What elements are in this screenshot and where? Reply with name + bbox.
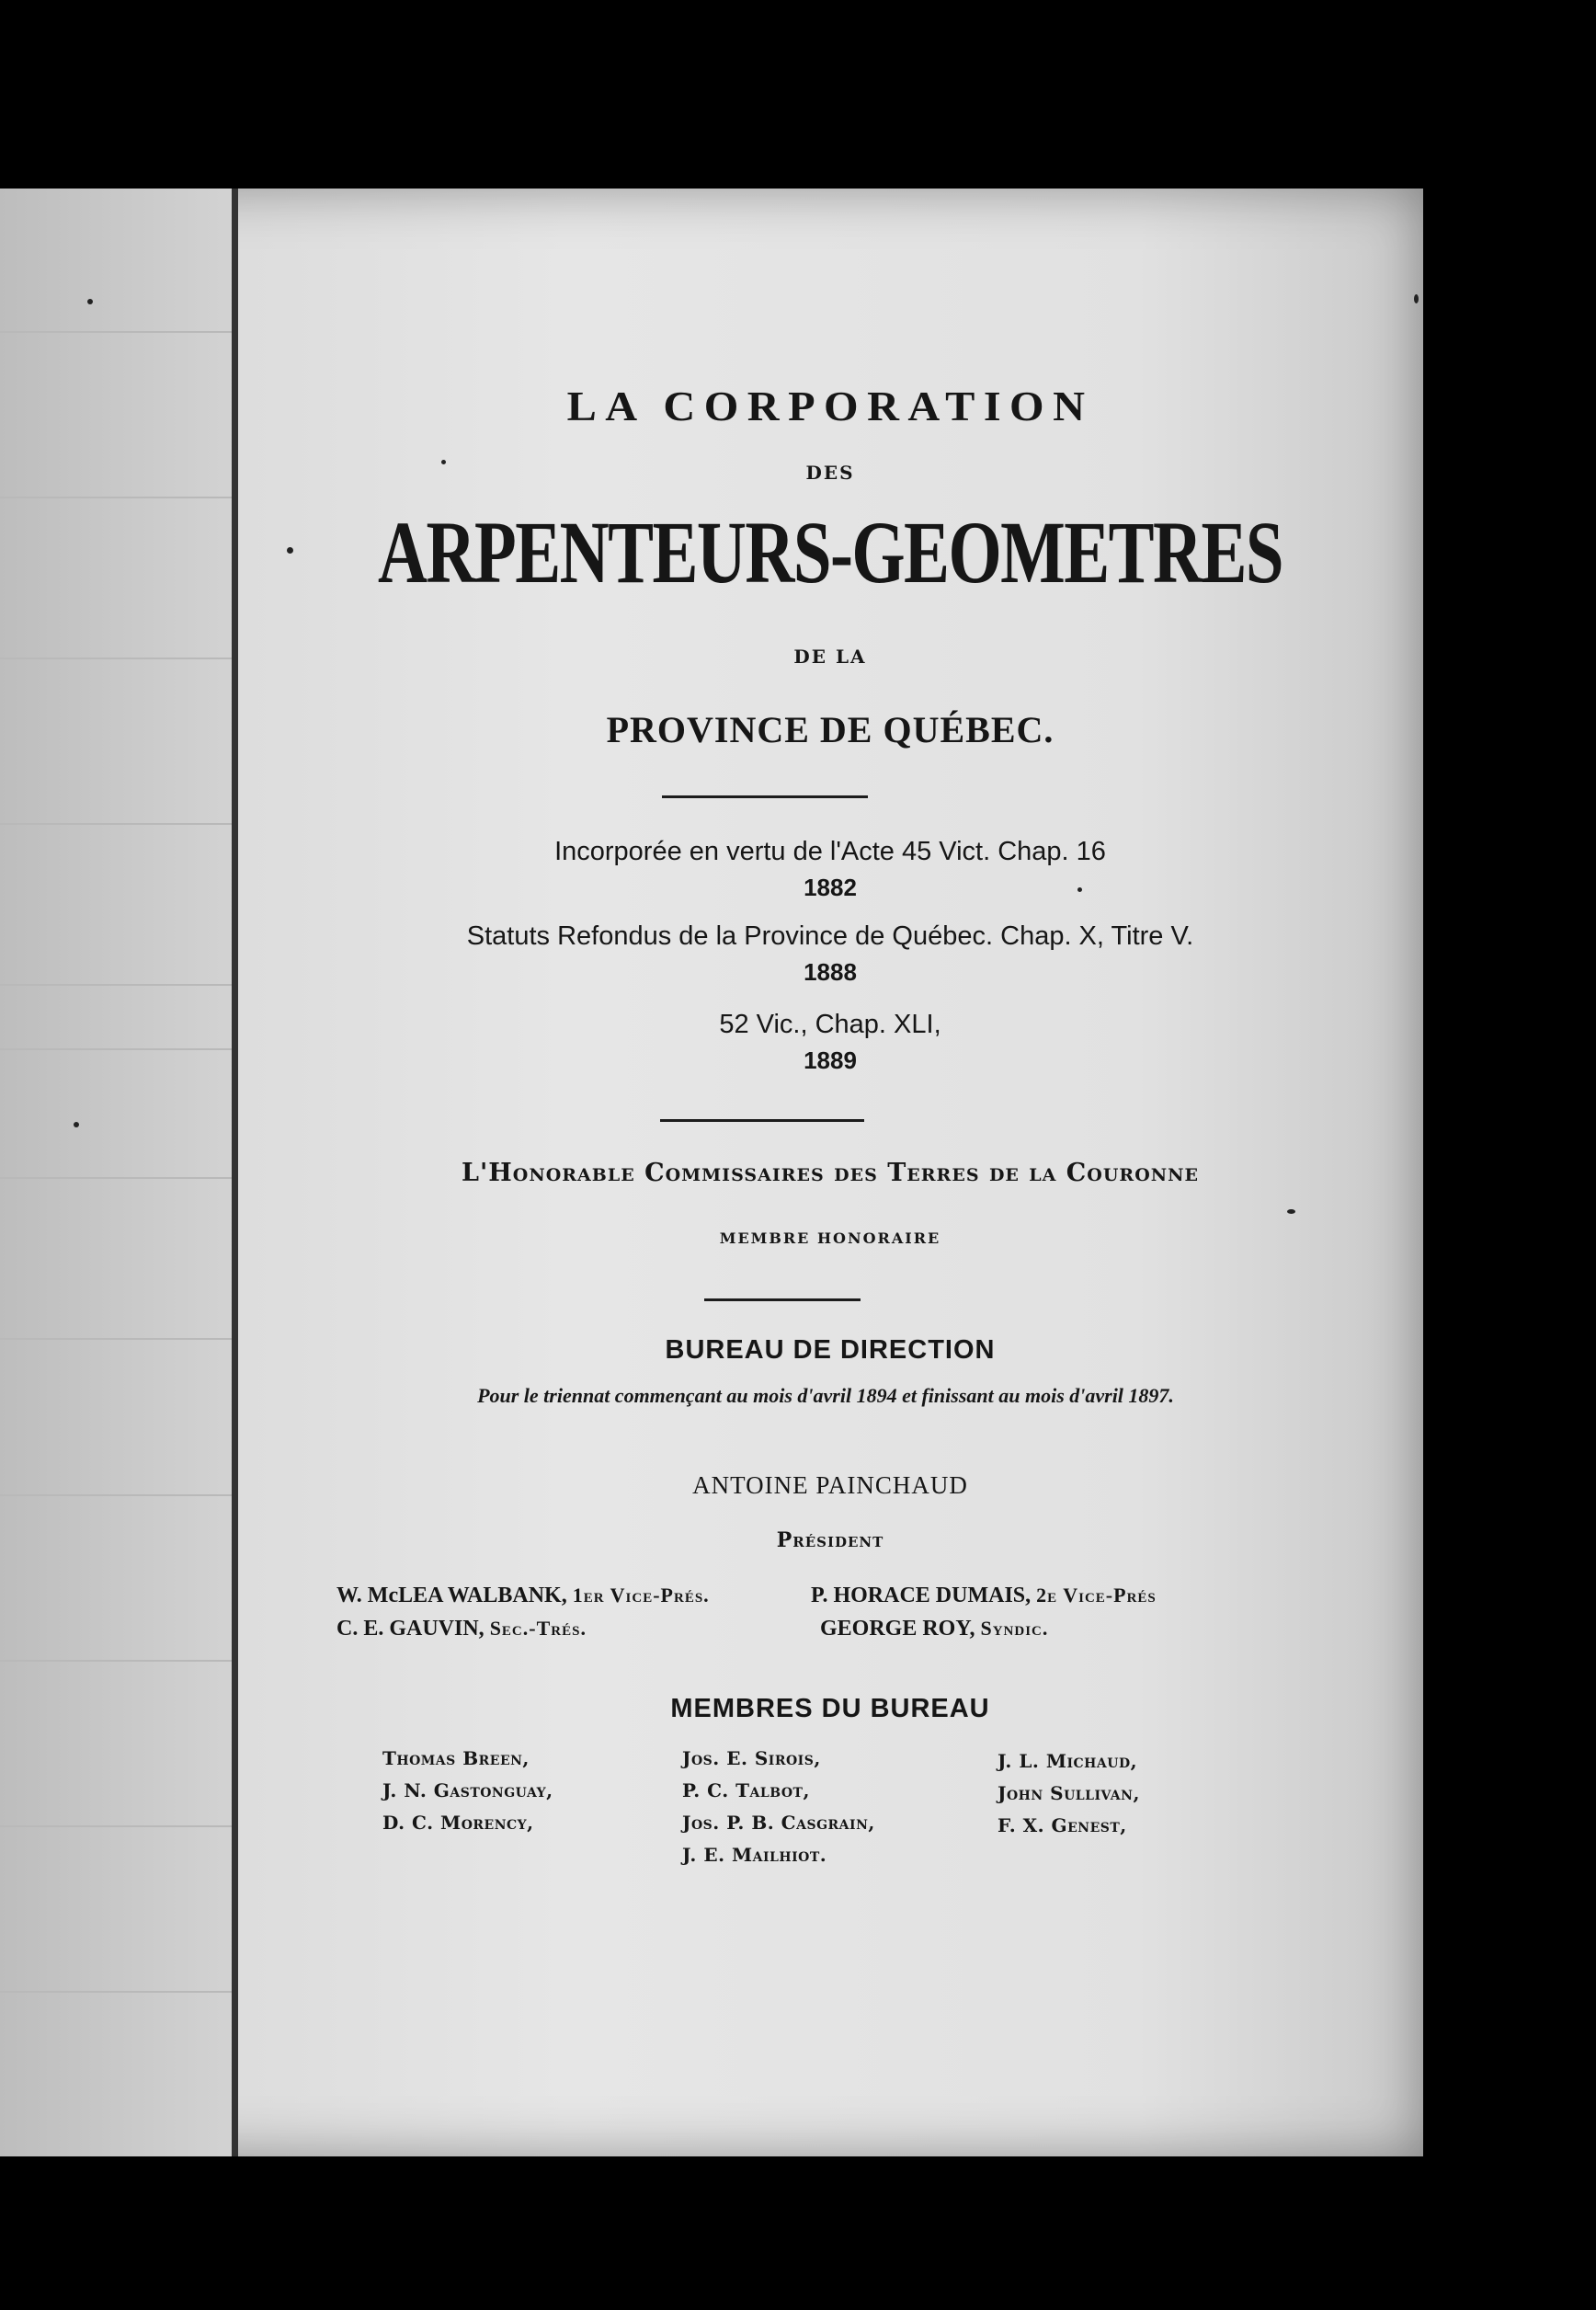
president-name: ANTOINE PAINCHAUD — [692, 1471, 968, 1499]
officer-first-vice-president — [336, 1584, 710, 1608]
ruling-line — [0, 1048, 234, 1050]
member-name: Jos. E. Sirois, — [682, 1747, 821, 1769]
ruling-line — [0, 497, 234, 498]
incorporation-line-1: Incorporée en vertu de l'Acte 45 Vict. Chap. 16 — [554, 837, 1106, 866]
incorporation-year-3: 1889 — [804, 1046, 857, 1074]
incorporation-year-1: 1882 — [804, 874, 857, 901]
divider-rule — [660, 1119, 864, 1122]
ink-speck — [441, 460, 446, 464]
member-name: D. C. Morency, — [382, 1812, 534, 1834]
main-title: ARPENTEURS-GEOMETRES — [378, 503, 1282, 601]
member-name: Thomas Breen, — [382, 1747, 530, 1769]
bureau-heading: BUREAU DE DIRECTION — [665, 1335, 996, 1365]
members-heading: MEMBRES DU BUREAU — [670, 1694, 990, 1723]
officer-role: 2e Vice-Prés — [1036, 1584, 1157, 1607]
member-name: P. C. Talbot, — [682, 1779, 810, 1801]
officer-second-vice-president — [811, 1584, 1157, 1608]
member-name: F. X. Genest, — [998, 1814, 1127, 1836]
ruling-line — [0, 1825, 234, 1827]
officer-name: C. E. GAUVIN, — [336, 1617, 484, 1641]
ink-speck — [74, 1122, 79, 1127]
honorary-line: L'Honorable Commissaires des Terres de la Couronne — [462, 1159, 1199, 1187]
ruling-line — [0, 1177, 234, 1179]
ruling-line — [0, 1494, 234, 1496]
honorary-role: MEMBRE HONORAIRE — [719, 1229, 941, 1247]
title-page-content — [237, 189, 1423, 2156]
officer-role: Syndic. — [980, 1617, 1049, 1640]
incorporation-line-2: Statuts Refondus de la Province de Québec. Chap. X, Titre V. — [466, 921, 1194, 951]
ruling-line — [0, 984, 234, 986]
ruling-line — [0, 823, 234, 825]
document-page — [0, 189, 1423, 2156]
president-title: Président — [776, 1528, 884, 1552]
ink-speck — [1414, 294, 1419, 303]
ruling-line — [0, 331, 234, 333]
incorporation-year-2: 1888 — [804, 958, 857, 986]
ruling-line — [0, 658, 234, 659]
ink-speck — [287, 547, 293, 554]
ink-speck — [1077, 887, 1082, 892]
officer-secretary-treasurer — [336, 1617, 587, 1641]
ink-speck — [1287, 1209, 1295, 1214]
member-name: Jos. P. B. Casgrain, — [682, 1812, 875, 1834]
left-page-strip — [0, 189, 234, 2156]
divider-rule — [662, 795, 868, 798]
des-label: DES — [805, 462, 855, 484]
province-heading: PROVINCE DE QUÉBEC. — [606, 709, 1054, 750]
member-name: J. L. Michaud, — [998, 1750, 1138, 1772]
officer-name: W. McLEA WALBANK, — [336, 1584, 567, 1607]
term-note: Pour le triennat commençant au mois d'avril 1894 et finissant au mois d'avril 1897. — [477, 1384, 1174, 1407]
officer-role: 1er Vice-Prés. — [572, 1584, 710, 1607]
ruling-line — [0, 1991, 234, 1993]
officer-syndic — [820, 1617, 1048, 1641]
member-name: J. E. Mailhiot. — [682, 1844, 827, 1866]
officer-name: GEORGE ROY, — [820, 1617, 975, 1641]
officer-name: P. HORACE DUMAIS, — [811, 1584, 1032, 1607]
ruling-line — [0, 1338, 234, 1340]
officer-role: Sec.-Trés. — [489, 1617, 587, 1640]
de-la-label: DE LA — [793, 646, 867, 668]
member-name: J. N. Gastonguay, — [382, 1779, 553, 1801]
corporation-heading: LA CORPORATION — [566, 383, 1094, 429]
ink-speck — [87, 299, 93, 304]
member-name: John Sullivan, — [998, 1782, 1140, 1804]
incorporation-line-3: 52 Vic., Chap. XLI, — [719, 1010, 941, 1039]
divider-rule — [704, 1298, 861, 1301]
ruling-line — [0, 1660, 234, 1662]
